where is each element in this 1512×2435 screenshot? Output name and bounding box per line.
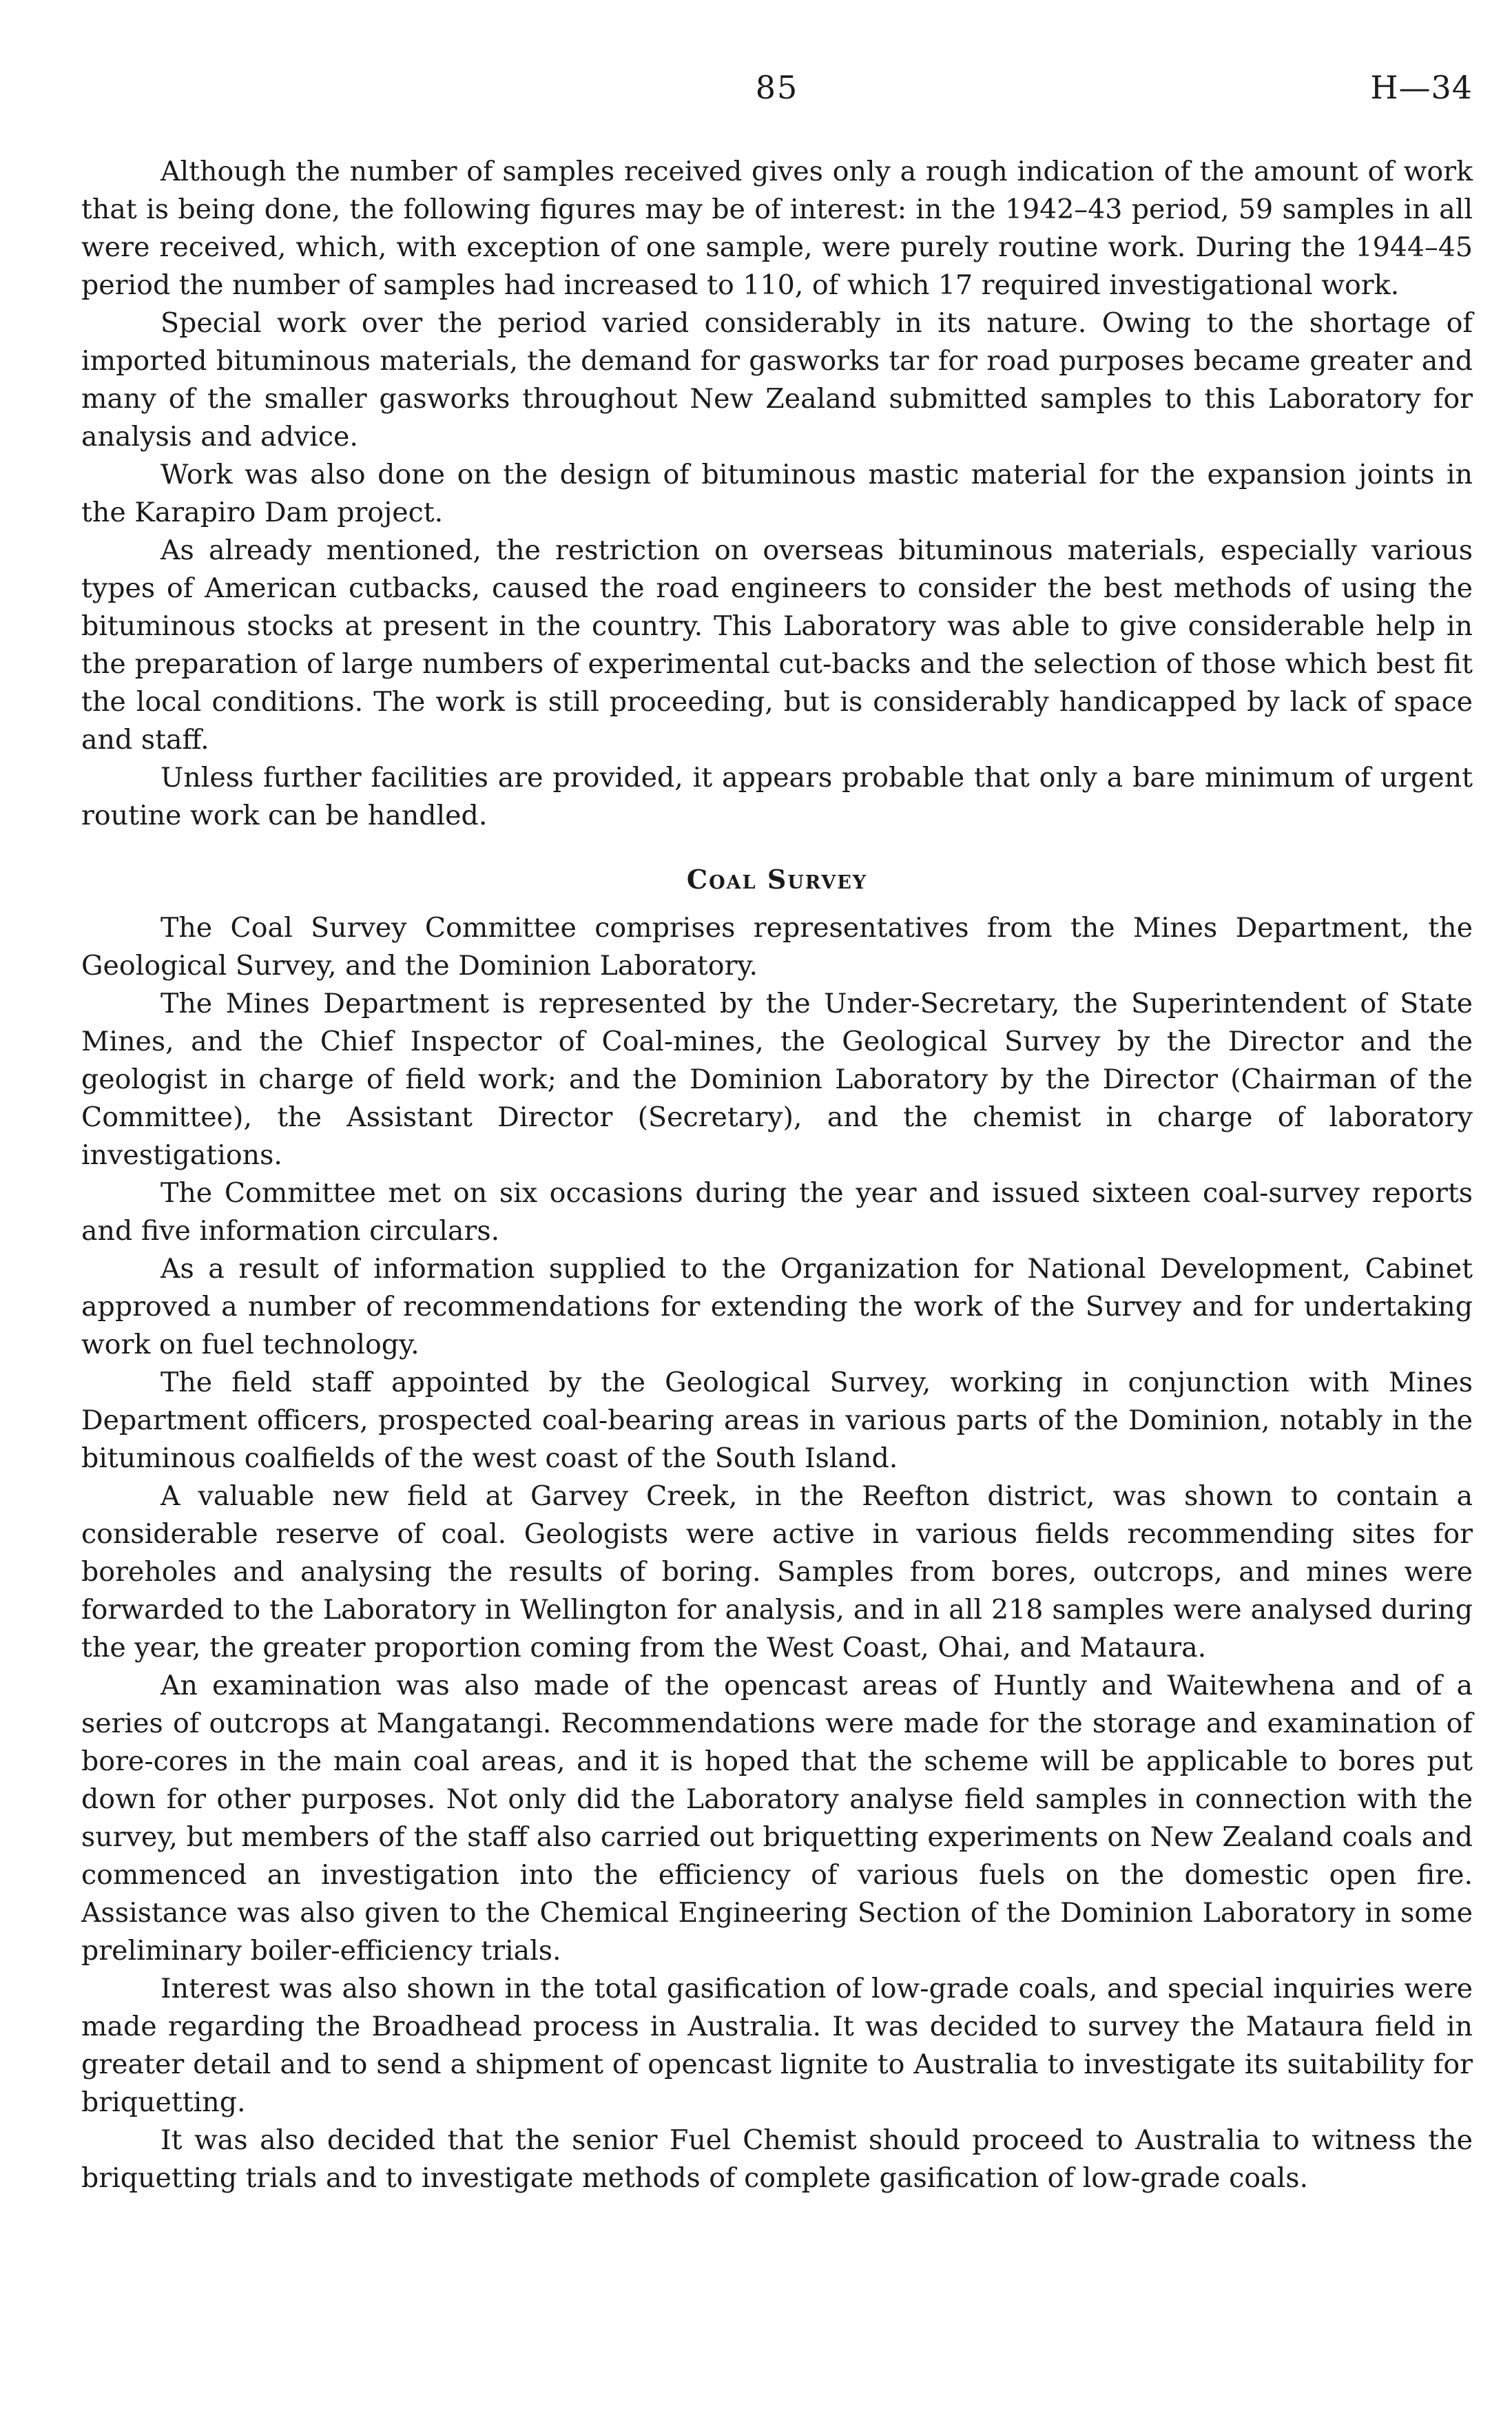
page-number: 85	[755, 69, 799, 106]
paragraph-special-work: Special work over the period varied considerably in its nature. Owing to the shortage of imported bituminous materials, the demand for gasworks tar for road purposes became greater and many of the smaller gasworks throughout New Zealand submitted samples to this Laboratory for analysis and advice.	[81, 307, 1473, 453]
paragraph-cabinet-approval: As a result of information supplied to the Organization for National Development, Cabinet approved a number of recommendations for extending the work of the Survey and for undertaking work on fuel technology.	[81, 1253, 1473, 1360]
paragraph-garvey-creek: A valuable new field at Garvey Creek, in the Reefton district, was shown to contain a considerable reserve of coal. Geologists were active in various fields recommending sites for boreholes and analysing the results of boring. Samples from bores, outcrops, and mines were forwarded to the Laboratory in Wellington for analysis, and in all 218 samples were analysed during the year, the greater proportion coming from the West Coast, Ohai, and Mataura.	[81, 1480, 1473, 1664]
paragraph-karapiro-dam: Work was also done on the design of bituminous mastic material for the expansion joints in the Karapiro Dam project.	[81, 459, 1473, 528]
paragraph-fuel-chemist: It was also decided that the senior Fuel Chemist should proceed to Australia to witness the briquetting trials and to investigate methods of complete gasification of low-grade coals.	[81, 2124, 1473, 2194]
paragraph-gasification: Interest was also shown in the total gasification of low-grade coals, and special inquiries were made regarding the Broadhead process in Australia. It was decided to survey the Mataura field in greater detail and to send a shipment of opencast lignite to Australia to investigate its suitability for briquetting.	[81, 1973, 1473, 2118]
page-body	[81, 153, 1473, 2197]
paragraph-facilities: Unless further facilities are provided, it appears probable that only a bare minimum of urgent routine work can be handled.	[81, 762, 1473, 831]
document-reference: H—34	[1370, 69, 1473, 106]
section-heading-coal-survey: Coal Survey	[686, 864, 868, 895]
page-header	[81, 69, 1473, 117]
paragraph-field-staff: The field staff appointed by the Geological Survey, working in conjunction with Mines Department officers, prospected coal-bearing areas in various parts of the Dominion, notably in the bituminous coalfields of the west coast of the South Island.	[81, 1367, 1473, 1474]
paragraph-samples-received: Although the number of samples received gives only a rough indication of the amount of work that is being done, the following figures may be of interest: in the 1942–43 period, 59 samples in all were received, which, with exception of one sample, were purely routine work. During the 1944–45 period the number of samples had increased to 110, of which 17 required investigational work.	[81, 156, 1473, 301]
paragraph-cutbacks: As already mentioned, the restriction on overseas bituminous materials, especially various types of American cutbacks, caused the road engineers to consider the best methods of using the bituminous stocks at present in the country. This Laboratory was able to give considerable help in the preparation of large numbers of experimental cut-backs and the selection of those which best fit the local conditions. The work is still proceeding, but is considerably handicapped by lack of space and staff.	[81, 535, 1473, 756]
paragraph-committee-meetings: The Committee met on six occasions during the year and issued sixteen coal-survey reports and five information circulars.	[81, 1177, 1473, 1247]
paragraph-committee-composition: The Coal Survey Committee comprises representatives from the Mines Department, the Geological Survey, and the Dominion Laboratory.	[81, 912, 1473, 982]
paragraph-opencast-examination: An examination was also made of the opencast areas of Huntly and Waitewhena and of a series of outcrops at Mangatangi. Recommendations were made for the storage and examination of bore-cores in the main coal areas, and it is hoped that the scheme will be applicable to bores put down for other purposes. Not only did the Laboratory analyse field samples in connection with the survey, but members of the staff also carried out briquetting experiments on New Zealand coals and commenced an investigation into the efficiency of various fuels on the domestic open fire. Assistance was also given to the Chemical Engineering Section of the Dominion Laboratory in some preliminary boiler-efficiency trials.	[81, 1670, 1473, 1967]
paragraph-mines-department: The Mines Department is represented by the Under-Secretary, the Superintendent of State Mines, and the Chief Inspector of Coal-mines, the Geological Survey by the Director and the geologist in charge of field work; and the Dominion Laboratory by the Director (Chairman of the Committee), the Assistant Director (Secretary), and the chemist in charge of laboratory investigations.	[81, 988, 1473, 1171]
